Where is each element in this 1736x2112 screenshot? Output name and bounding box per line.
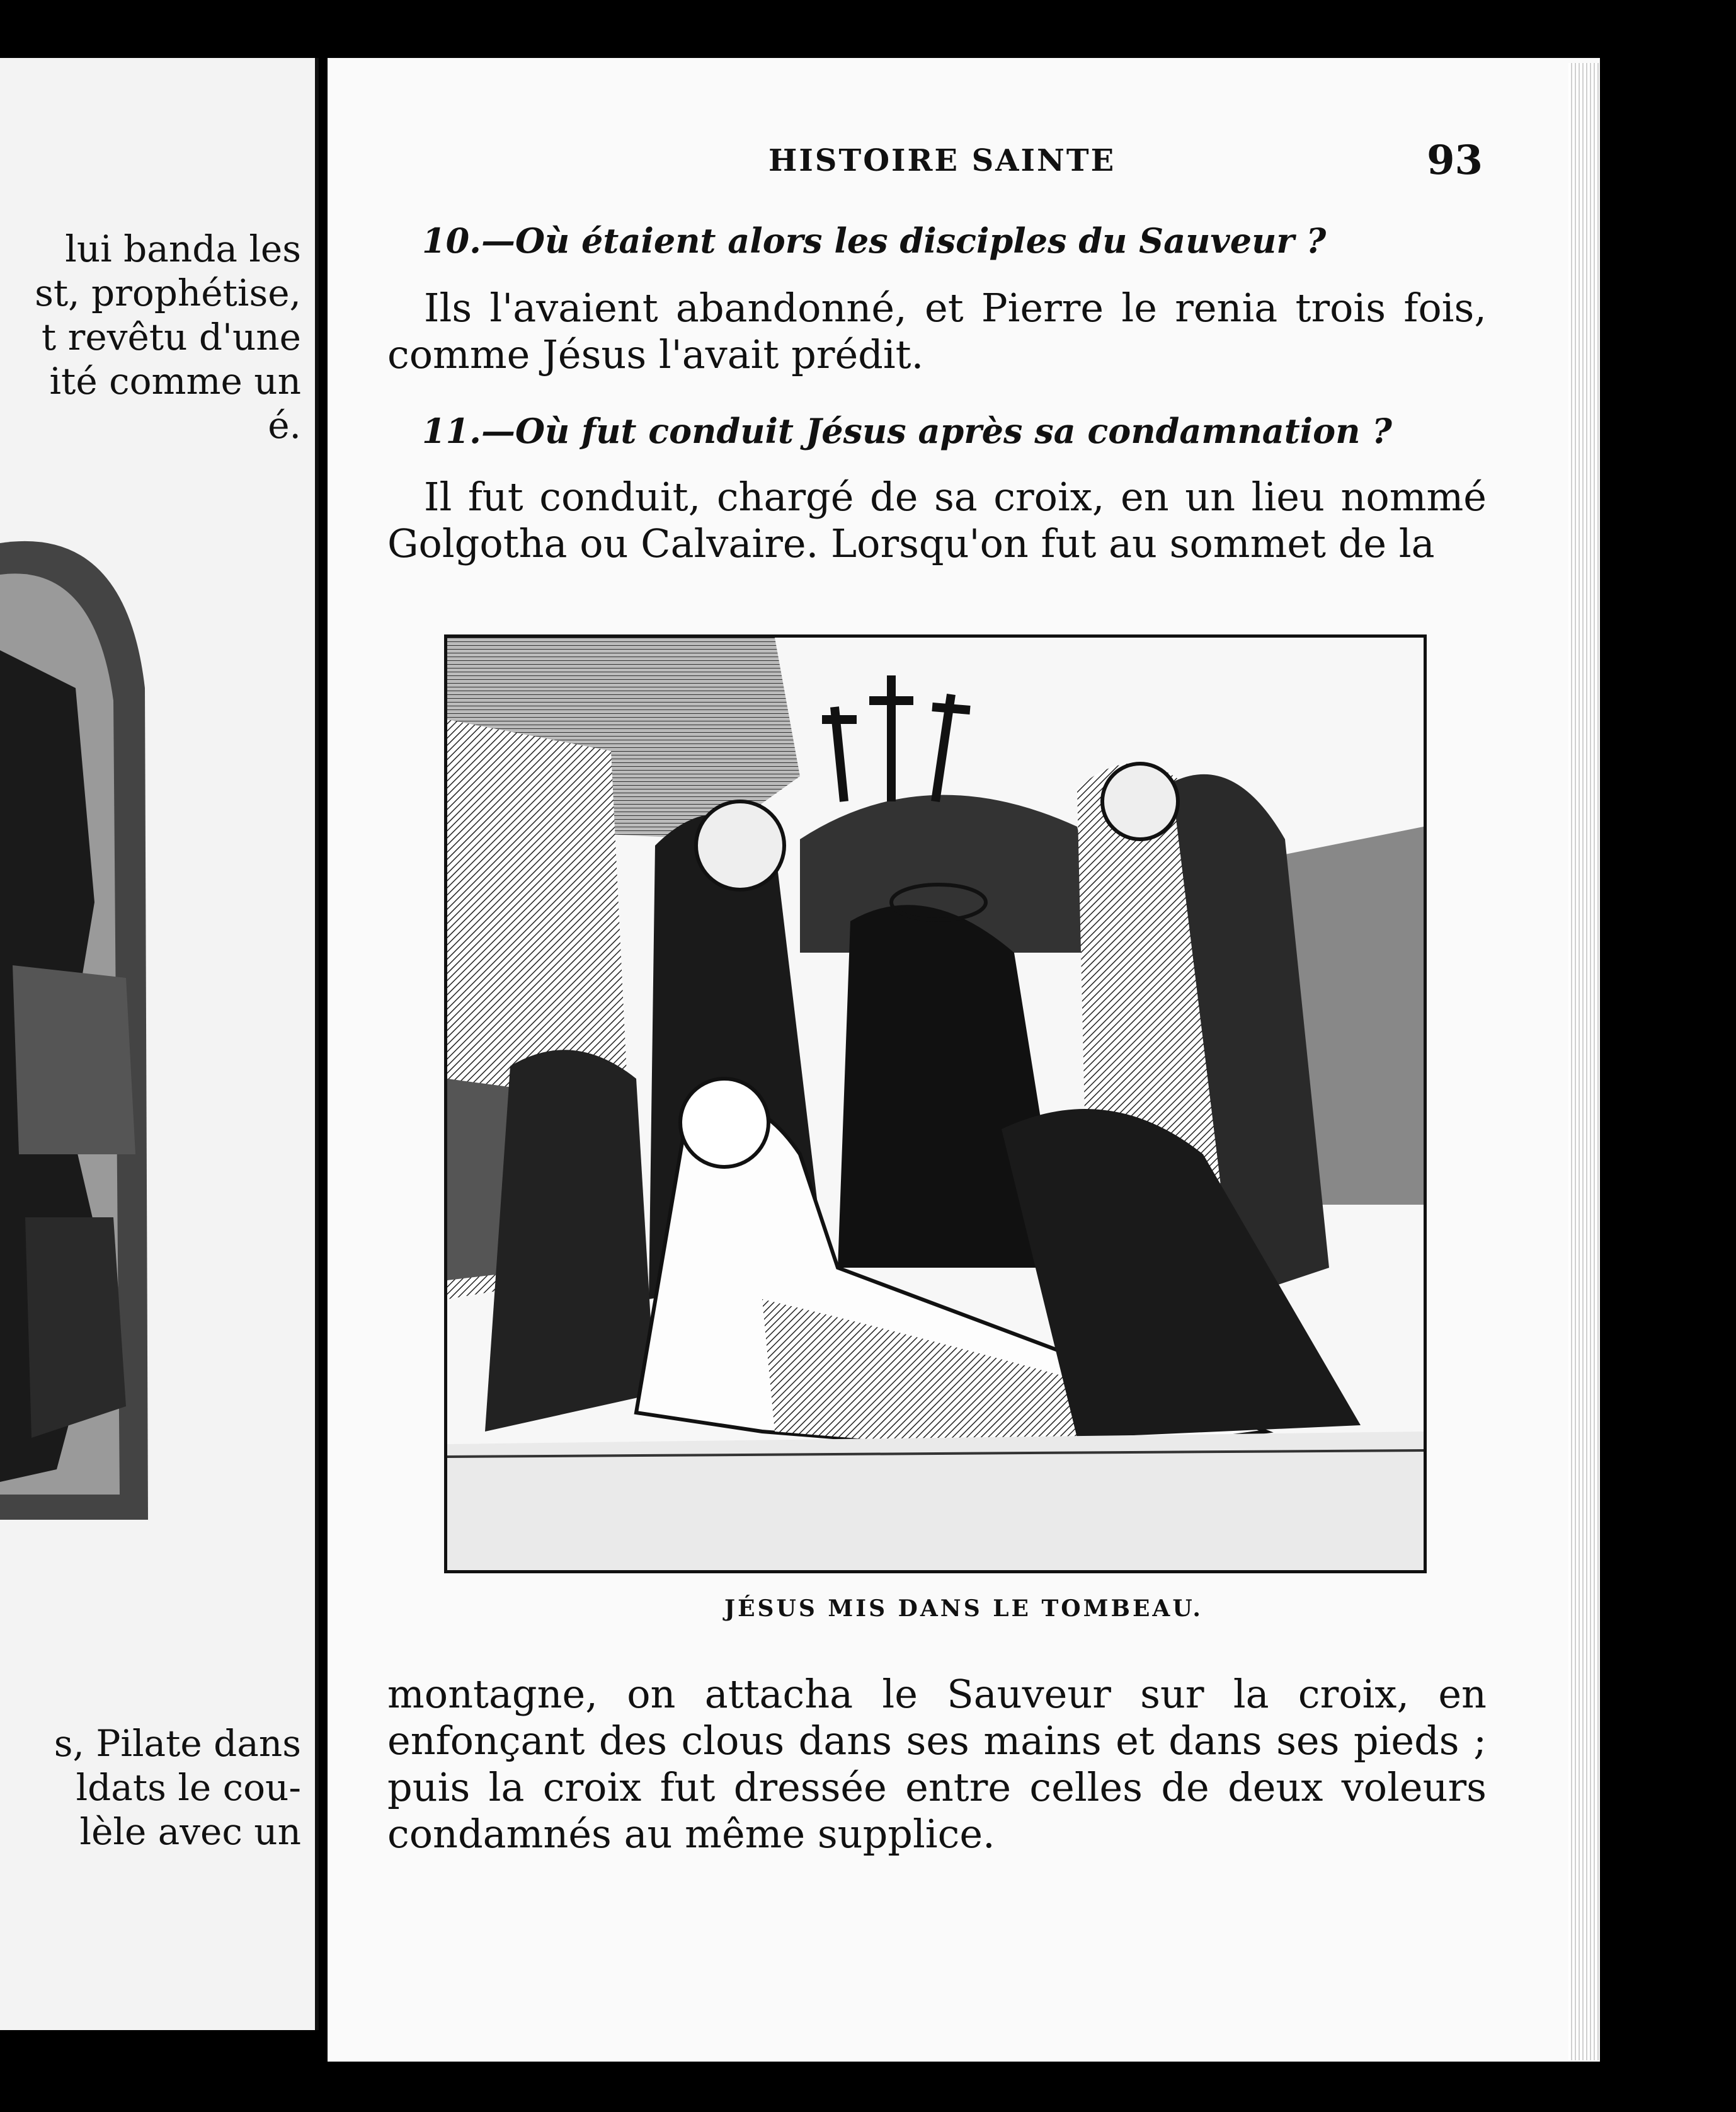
answer-10	[387, 285, 1487, 378]
right-page	[328, 58, 1600, 2062]
page-number: 93	[1427, 137, 1483, 184]
left-line: é.	[268, 404, 301, 447]
running-head: HISTOIRE SAINTE	[768, 143, 1116, 178]
left-page-text-bottom	[54, 1721, 301, 1854]
page-edge	[1568, 63, 1599, 2060]
question-11: 11.—Où fut conduit Jésus après sa condamnation ?	[422, 411, 1392, 451]
left-line: lèle avec un	[79, 1810, 301, 1853]
left-page-text-top	[35, 227, 301, 447]
left-line: ité comme un	[49, 360, 301, 403]
left-line: st, prophétise,	[35, 272, 301, 314]
engraving-entombment	[444, 634, 1427, 1573]
answer-11-part-2	[387, 1671, 1487, 1857]
question-10: 10.—Où étaient alors les disciples du Sauveur ?	[422, 221, 1327, 261]
answer-11-part-1	[387, 474, 1487, 567]
answer-11-text-2: montagne, on attacha le Sauveur sur la croix, en enfonçant des clous dans ses mains et dans ses pieds ; puis la croix fut dressée entre celles de deux voleurs condamnés au même supplice.	[387, 1671, 1487, 1857]
engraving-illustration	[447, 638, 1424, 1570]
left-line: s, Pilate dans	[54, 1722, 301, 1765]
left-line: lui banda les	[65, 227, 301, 270]
left-line: t revêtu d'une	[41, 316, 301, 359]
left-line: ldats le cou-	[76, 1766, 301, 1809]
answer-10-text: Ils l'avaient abandonné, et Pierre le renia trois fois, comme Jésus l'avait prédit.	[387, 285, 1487, 377]
left-page	[0, 58, 319, 2030]
left-page-engraving	[0, 524, 154, 1532]
answer-11-text-1: Il fut conduit, chargé de sa croix, en un lieu nommé Golgotha ou Calvaire. Lorsqu'on fut au sommet de la	[387, 474, 1487, 566]
figure-caption: JÉSUS MIS DANS LE TOMBEAU.	[724, 1595, 1203, 1622]
